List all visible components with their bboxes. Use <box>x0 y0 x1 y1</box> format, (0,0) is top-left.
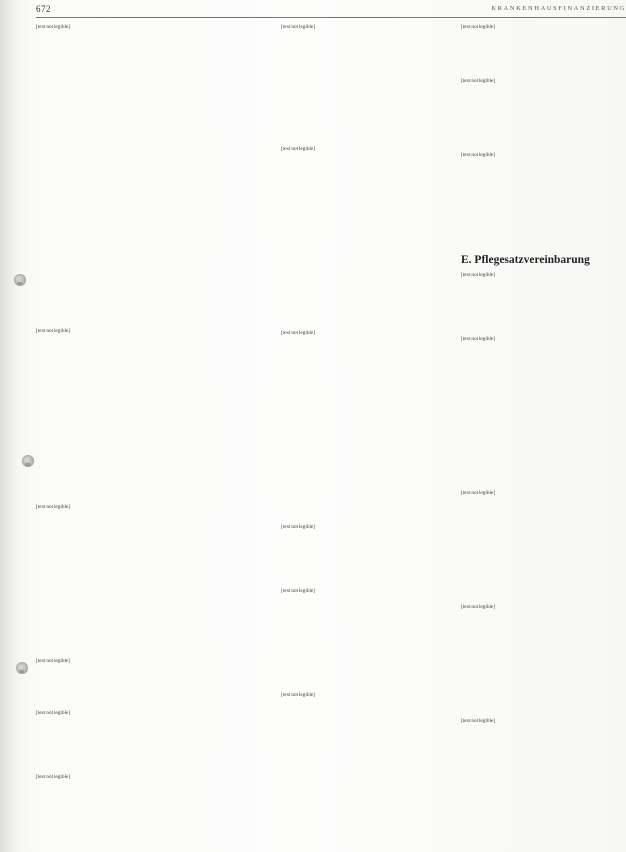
paragraph: [text not legible] <box>461 336 495 342</box>
paragraph: [text not legible] <box>36 24 70 30</box>
binder-hole-icon <box>22 455 34 467</box>
paragraph: [text not legible] <box>461 490 495 496</box>
binder-hole-icon <box>14 274 26 286</box>
paragraph: [text not legible] <box>281 524 315 530</box>
running-head: KRANKENHAUSFINANZIERUNG <box>491 5 626 12</box>
paragraph: [text not legible] <box>281 588 315 594</box>
binder-hole-icon <box>16 662 28 674</box>
paragraph: [text not legible] <box>281 24 315 30</box>
paragraph: [text not legible] <box>36 328 70 334</box>
page-spine-shadow <box>0 0 18 852</box>
paragraph: [text not legible] <box>461 604 495 610</box>
page-number: 672 <box>36 4 51 14</box>
paragraph: [text not legible] <box>36 710 70 716</box>
paragraph: [text not legible] <box>36 504 70 510</box>
paragraph: [text not legible] <box>461 718 495 724</box>
paragraph: [text not legible] <box>461 272 495 278</box>
text-column-2 <box>281 24 451 832</box>
paragraph: [text not legible] <box>36 658 70 664</box>
text-column-3 <box>461 24 626 832</box>
paragraph: [text not legible] <box>281 692 315 698</box>
paragraph: [text not legible] <box>461 24 495 30</box>
paragraph: [text not legible] <box>461 152 495 158</box>
paragraph: [text not legible] <box>461 78 495 84</box>
paragraph: [text not legible] <box>281 330 315 336</box>
text-column-1 <box>36 24 196 832</box>
paragraph: [text not legible] <box>36 774 70 780</box>
paragraph: [text not legible] <box>281 146 315 152</box>
section-heading: E. Pflegesatzvereinbarung <box>461 253 590 266</box>
header-rule <box>36 17 626 18</box>
